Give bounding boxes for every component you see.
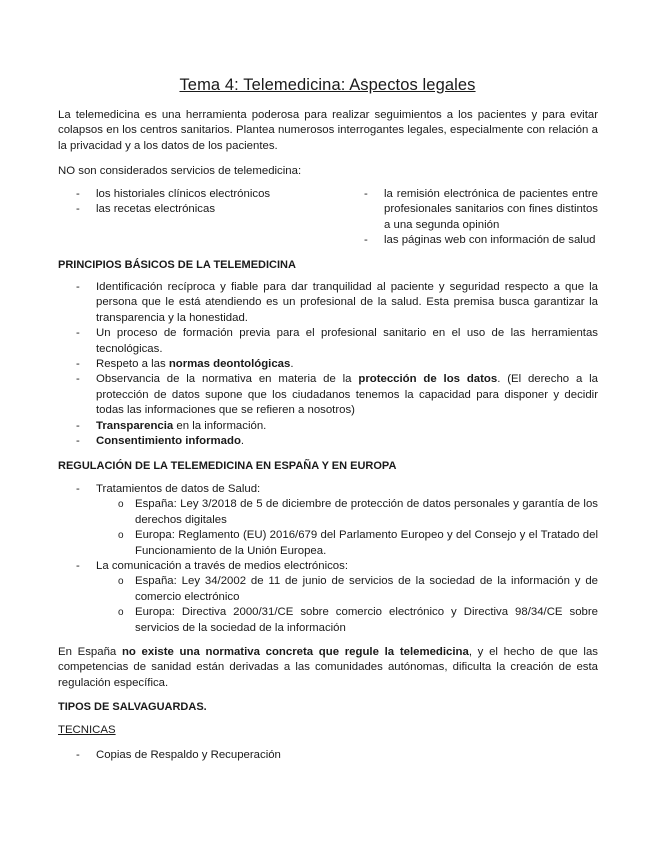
page-title: Tema 4: Telemedicina: Aspectos legales	[179, 76, 476, 94]
not-services-right-list	[346, 187, 598, 249]
safeguards-heading: TIPOS DE SALVAGUARDAS.	[58, 701, 207, 713]
sub-list-item: o España: Ley 34/2002 de 11 de junio de servicios de la sociedad de la información y de comercio electrónico	[118, 575, 598, 603]
list-item: - la remisión electrónica de pacientes entre profesionales sanitarios con fines distintos a una segunda opinión	[364, 188, 598, 231]
list-item: - Observancia de la normativa en materia de la protección de los datos. (El derecho a la protección de datos supone que los ciudadanos tenemos la capacidad para disponer y decidir todas las informaciones que se refieren a nosotros)	[76, 373, 599, 417]
technical-list	[58, 748, 598, 763]
list-item: - La comunicación a través de medios electrónicos:	[76, 560, 348, 573]
sub-list-item: o España: Ley 3/2018 de 5 de diciembre de protección de datos personales y garantía de los derechos digitales	[118, 498, 598, 526]
list-item: - Copias de Respaldo y Recuperación	[76, 749, 281, 761]
not-services-heading: NO son considerados servicios de telemedicina:	[58, 165, 302, 177]
list-item: - Identificación recíproca y fiable para dar tranquilidad al paciente y seguridad respecto a que la persona que le está atendiendo es un profesional de la salud. Esta premisa busca garantizar la transparencia y la honestidad.	[76, 281, 598, 324]
principles-list	[58, 280, 598, 449]
sub-list-item: o Europa: Reglamento (EU) 2016/679 del Parlamento Europeo y del Consejo y el Tratado del Funcionamiento de la Unión Europea.	[118, 529, 598, 557]
list-item: - las recetas electrónicas	[76, 203, 216, 216]
technical-heading: TECNICAS	[58, 724, 116, 736]
list-item: - Respeto a las normas deontológicas.	[76, 358, 294, 371]
list-item: - Transparencia en la información.	[76, 419, 267, 432]
list-item: - Un proceso de formación previa para el profesional sanitario en el uso de las herramientas tecnológicas.	[76, 327, 598, 355]
list-item: - los historiales clínicos electrónicos	[76, 188, 271, 200]
spain-paragraph: En España no existe una normativa concreta que regule la telemedicina, y el hecho de que las competencias de sanidad están derivadas a las comunidades autónomas, dificulta la creación de esta regulación específica.	[58, 646, 598, 689]
list-item: - Tratamientos de datos de Salud:	[76, 483, 261, 495]
regulation-heading: REGULACIÓN DE LA TELEMEDICINA EN ESPAÑA Y EN EUROPA	[58, 460, 397, 472]
not-services-left-list	[58, 187, 318, 218]
list-item: - las páginas web con información de salud	[364, 234, 596, 247]
intro-paragraph: La telemedicina es una herramienta poderosa para realizar seguimientos a los pacientes y para evitar colapsos en los centros sanitarios. Plantea numerosos interrogantes legales, especialmente con relación a la privacidad y a los datos de los pacientes.	[58, 109, 598, 152]
regulation-list	[58, 482, 598, 636]
sub-list-item: o Europa: Directiva 2000/31/CE sobre comercio electrónico y Directiva 98/34/CE sobre servicios de la sociedad de la información	[118, 606, 598, 634]
list-item: - Consentimiento informado.	[76, 435, 245, 448]
principles-heading: PRINCIPIOS BÁSICOS DE LA TELEMEDICINA	[58, 259, 296, 271]
